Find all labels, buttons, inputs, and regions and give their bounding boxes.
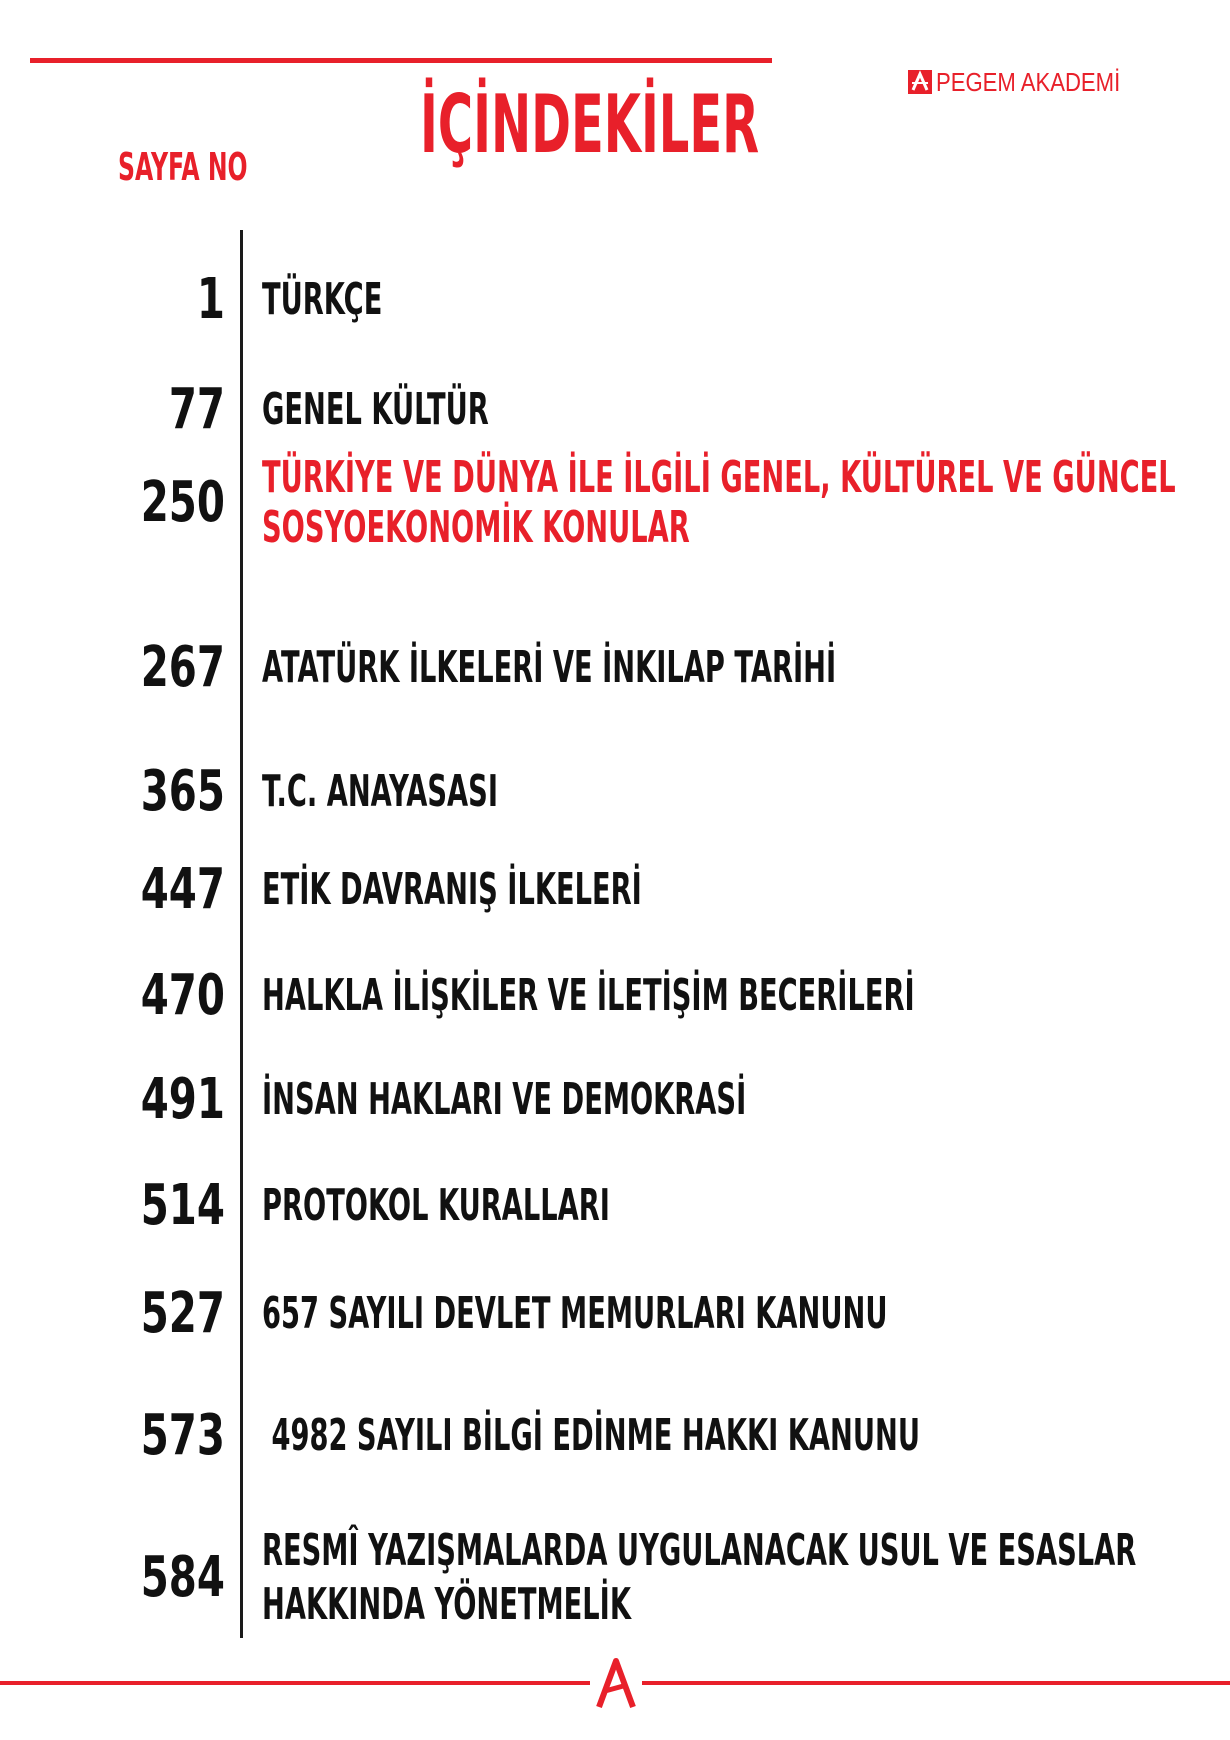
toc-entry[interactable] [0,1403,1230,1468]
toc-page-number: 584 [140,1545,225,1610]
toc-entry[interactable] [0,857,1230,922]
toc-title [262,966,915,1026]
toc-title-line: RESMÎ YAZIŞMALARDA UYGULANACAK USUL VE ESASLAR [262,1525,1137,1576]
toc-title-line: ATATÜRK İLKELERİ VE İNKILAP TARİHİ [262,642,837,693]
toc-entry[interactable] [0,1067,1230,1132]
toc-title [262,762,498,822]
toc-entry[interactable] [0,1524,1230,1632]
toc-entry[interactable] [0,377,1230,442]
page-number-label: SAYFA NO [118,145,248,189]
toc-title-line: ETİK DAVRANIŞ İLKELERİ [262,864,642,915]
toc-page-number: 1 [196,267,225,332]
toc-page-number: 470 [140,963,225,1028]
toc-entry[interactable] [0,1173,1230,1238]
publisher-name: PEGEM AKADEMİ [936,66,1121,97]
toc-title-line: SOSYOEKONOMİK KONULAR [262,502,690,553]
toc-entry[interactable] [0,453,1230,553]
toc-page-number: 514 [140,1173,225,1238]
toc-page-number: 447 [140,857,225,922]
toc-title [262,270,382,330]
publisher-brand [908,68,1153,96]
toc-title [262,638,836,698]
toc-title-line: HAKKINDA YÖNETMELİK [262,1579,631,1630]
toc-title-line: TÜRKİYE VE DÜNYA İLE İLGİLİ GENEL, KÜLTÜREL VE GÜNCEL [262,452,1176,503]
toc-title-line: 657 SAYILI DEVLET MEMURLARI KANUNU [262,1288,888,1339]
toc-title-line: HALKLA İLİŞKİLER VE İLETİŞİM BECERİLERİ [262,970,915,1021]
toc-entry[interactable] [0,1281,1230,1346]
toc-entry[interactable] [0,759,1230,824]
toc-title [262,1176,610,1236]
top-rule [30,58,772,63]
page-title: İÇİNDEKİLER [420,78,760,171]
toc-title [262,1070,746,1130]
toc-title-line: İNSAN HAKLARI VE DEMOKRASİ [262,1074,747,1125]
toc-page-number: 267 [140,635,225,700]
pegem-logo-icon [908,70,932,94]
toc-title-line: PROTOKOL KURALLARI [262,1180,610,1231]
toc-page-number: 365 [140,759,225,824]
toc-page-number: 250 [140,470,225,535]
toc-page-number: 77 [168,377,225,442]
pegem-logo-icon [590,1655,642,1713]
toc-title-line: 4982 SAYILI BİLGİ EDİNME HAKKI KANUNU [262,1410,921,1461]
toc-page-number: 491 [140,1067,225,1132]
toc-entry[interactable] [0,635,1230,700]
toc-title [262,1406,920,1466]
toc-entry[interactable] [0,267,1230,332]
toc-title [262,380,489,440]
toc-entry[interactable] [0,963,1230,1028]
toc-title-line: T.C. ANAYASASI [262,766,498,817]
toc-title-line: GENEL KÜLTÜR [262,384,489,435]
toc-title-line: TÜRKÇE [262,274,383,325]
toc-title [262,1284,888,1344]
toc-title [262,860,642,920]
toc-title [262,1524,1136,1632]
toc-page-number: 527 [140,1281,225,1346]
toc-title [262,453,1176,553]
toc-page-number: 573 [140,1403,225,1468]
